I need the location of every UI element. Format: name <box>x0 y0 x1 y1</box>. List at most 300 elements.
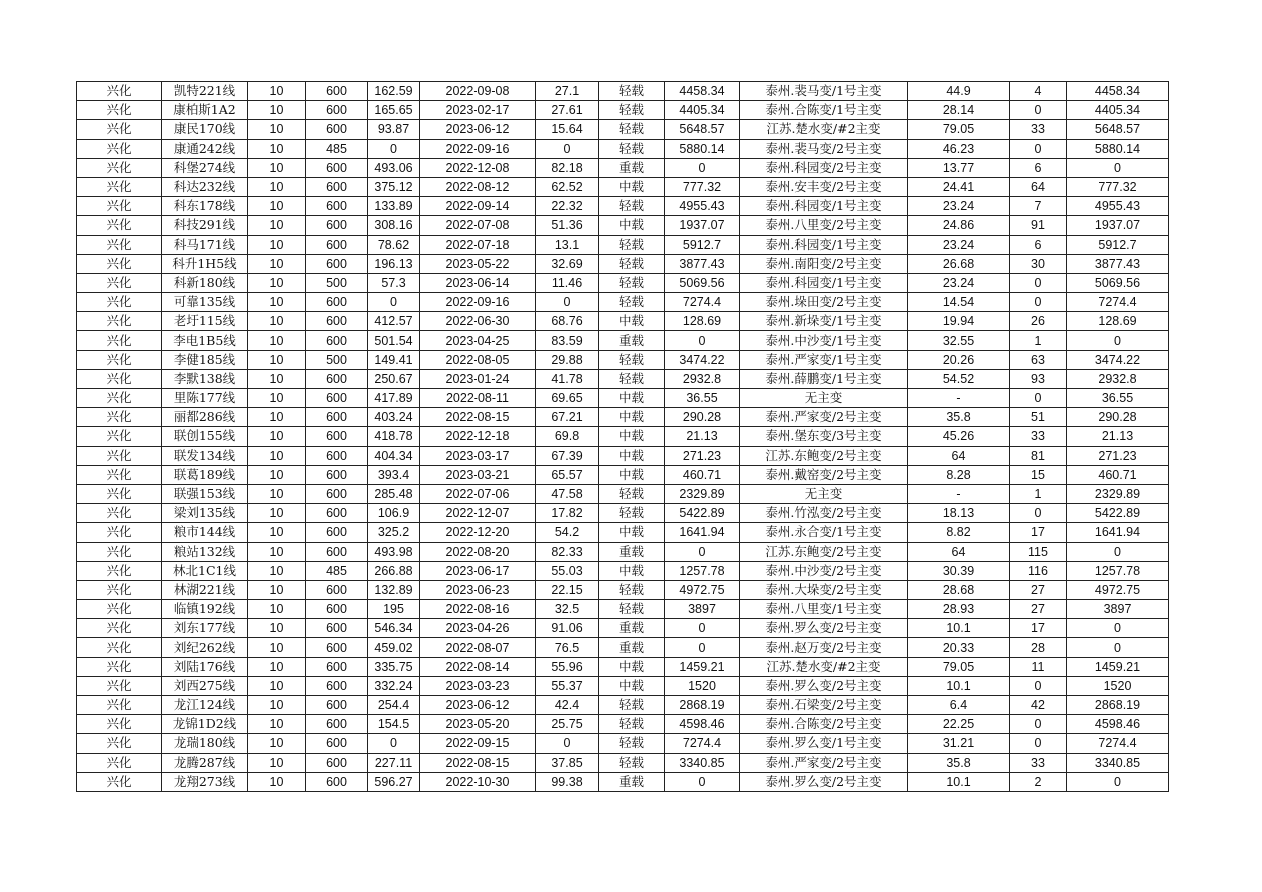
transformer-cell: 江苏.东鲍变/2号主变 <box>740 542 908 561</box>
count-cell: 0 <box>1010 734 1067 753</box>
load-status-cell: 中载 <box>599 446 665 465</box>
voltage-cell: 10 <box>248 734 306 753</box>
capacity-cell: 600 <box>306 734 368 753</box>
voltage-cell: 10 <box>248 446 306 465</box>
date-cell: 2022-08-16 <box>420 600 536 619</box>
capacity-cell: 600 <box>306 408 368 427</box>
capacity-cell: 500 <box>306 273 368 292</box>
margin-cell: 0 <box>665 158 740 177</box>
capacity-cell: 600 <box>306 235 368 254</box>
count-cell: 0 <box>1010 715 1067 734</box>
voltage-cell: 10 <box>248 772 306 791</box>
transformer-cell: 无主变 <box>740 484 908 503</box>
count-cell: 115 <box>1010 542 1067 561</box>
date-cell: 2023-01-24 <box>420 369 536 388</box>
load-status-cell: 中载 <box>599 312 665 331</box>
voltage-cell: 10 <box>248 273 306 292</box>
table-row <box>77 657 1169 676</box>
transformer-cell: 泰州.科园变/1号主变 <box>740 273 908 292</box>
load-status-cell: 重载 <box>599 158 665 177</box>
load-status-cell: 轻载 <box>599 254 665 273</box>
available-capacity-cell: 4598.46 <box>1067 715 1169 734</box>
table-row <box>77 389 1169 408</box>
voltage-cell: 10 <box>248 465 306 484</box>
transformer-load-rate-cell: 79.05 <box>908 657 1010 676</box>
count-cell: 0 <box>1010 293 1067 312</box>
load-rate-cell: 82.18 <box>536 158 599 177</box>
date-cell: 2022-07-18 <box>420 235 536 254</box>
margin-cell: 4598.46 <box>665 715 740 734</box>
available-capacity-cell: 7274.4 <box>1067 734 1169 753</box>
count-cell: 26 <box>1010 312 1067 331</box>
region-cell: 兴化 <box>77 657 162 676</box>
capacity-cell: 600 <box>306 254 368 273</box>
load-status-cell: 轻载 <box>599 715 665 734</box>
capacity-cell: 600 <box>306 753 368 772</box>
region-cell: 兴化 <box>77 177 162 196</box>
date-cell: 2022-08-07 <box>420 638 536 657</box>
transformer-load-rate-cell: 23.24 <box>908 235 1010 254</box>
line-name-cell: 科新180线 <box>162 273 248 292</box>
region-cell: 兴化 <box>77 600 162 619</box>
capacity-cell: 600 <box>306 331 368 350</box>
margin-cell: 3897 <box>665 600 740 619</box>
data-table <box>76 81 1169 792</box>
count-cell: 1 <box>1010 484 1067 503</box>
table-row <box>77 177 1169 196</box>
count-cell: 0 <box>1010 504 1067 523</box>
capacity-cell: 600 <box>306 465 368 484</box>
margin-cell: 0 <box>665 619 740 638</box>
table-row <box>77 273 1169 292</box>
voltage-cell: 10 <box>248 254 306 273</box>
line-name-cell: 刘纪262线 <box>162 638 248 657</box>
table-row <box>77 446 1169 465</box>
available-capacity-cell: 777.32 <box>1067 177 1169 196</box>
voltage-cell: 10 <box>248 696 306 715</box>
load-rate-cell: 55.37 <box>536 676 599 695</box>
margin-cell: 0 <box>665 772 740 791</box>
load-cell: 412.57 <box>368 312 420 331</box>
date-cell: 2022-09-15 <box>420 734 536 753</box>
region-cell: 兴化 <box>77 389 162 408</box>
line-name-cell: 丽都286线 <box>162 408 248 427</box>
transformer-cell: 泰州.八里变/1号主变 <box>740 600 908 619</box>
voltage-cell: 10 <box>248 408 306 427</box>
voltage-cell: 10 <box>248 561 306 580</box>
load-cell: 404.34 <box>368 446 420 465</box>
transformer-cell: 泰州.罗么变/2号主变 <box>740 619 908 638</box>
transformer-load-rate-cell: 19.94 <box>908 312 1010 331</box>
transformer-load-rate-cell: 46.23 <box>908 139 1010 158</box>
date-cell: 2023-06-23 <box>420 580 536 599</box>
region-cell: 兴化 <box>77 331 162 350</box>
voltage-cell: 10 <box>248 715 306 734</box>
margin-cell: 4955.43 <box>665 197 740 216</box>
count-cell: 33 <box>1010 120 1067 139</box>
table-row <box>77 331 1169 350</box>
date-cell: 2023-03-23 <box>420 676 536 695</box>
table-body <box>77 82 1169 792</box>
transformer-load-rate-cell: 23.24 <box>908 197 1010 216</box>
voltage-cell: 10 <box>248 120 306 139</box>
transformer-load-rate-cell: 35.8 <box>908 753 1010 772</box>
margin-cell: 3340.85 <box>665 753 740 772</box>
capacity-cell: 600 <box>306 120 368 139</box>
voltage-cell: 10 <box>248 312 306 331</box>
load-rate-cell: 0 <box>536 734 599 753</box>
voltage-cell: 10 <box>248 619 306 638</box>
margin-cell: 7274.4 <box>665 734 740 753</box>
count-cell: 91 <box>1010 216 1067 235</box>
load-rate-cell: 25.75 <box>536 715 599 734</box>
voltage-cell: 10 <box>248 139 306 158</box>
table-row <box>77 676 1169 695</box>
available-capacity-cell: 0 <box>1067 638 1169 657</box>
table-row <box>77 484 1169 503</box>
transformer-cell: 泰州.罗么变/2号主变 <box>740 676 908 695</box>
transformer-cell: 江苏.楚水变/#2主变 <box>740 120 908 139</box>
count-cell: 0 <box>1010 273 1067 292</box>
margin-cell: 271.23 <box>665 446 740 465</box>
count-cell: 11 <box>1010 657 1067 676</box>
line-name-cell: 康通242线 <box>162 139 248 158</box>
available-capacity-cell: 5912.7 <box>1067 235 1169 254</box>
load-status-cell: 轻载 <box>599 734 665 753</box>
load-status-cell: 重载 <box>599 542 665 561</box>
date-cell: 2023-04-25 <box>420 331 536 350</box>
region-cell: 兴化 <box>77 580 162 599</box>
date-cell: 2022-06-30 <box>420 312 536 331</box>
margin-cell: 0 <box>665 638 740 657</box>
margin-cell: 1641.94 <box>665 523 740 542</box>
available-capacity-cell: 3340.85 <box>1067 753 1169 772</box>
margin-cell: 777.32 <box>665 177 740 196</box>
transformer-cell: 泰州.严家变/2号主变 <box>740 408 908 427</box>
region-cell: 兴化 <box>77 139 162 158</box>
capacity-cell: 600 <box>306 427 368 446</box>
region-cell: 兴化 <box>77 446 162 465</box>
capacity-cell: 485 <box>306 139 368 158</box>
load-rate-cell: 54.2 <box>536 523 599 542</box>
margin-cell: 3474.22 <box>665 350 740 369</box>
spreadsheet-page <box>76 81 1169 792</box>
transformer-load-rate-cell: 24.86 <box>908 216 1010 235</box>
transformer-cell: 泰州.竹泓变/2号主变 <box>740 504 908 523</box>
region-cell: 兴化 <box>77 197 162 216</box>
table-row <box>77 312 1169 331</box>
load-rate-cell: 67.39 <box>536 446 599 465</box>
available-capacity-cell: 2329.89 <box>1067 484 1169 503</box>
load-cell: 459.02 <box>368 638 420 657</box>
line-name-cell: 联创155线 <box>162 427 248 446</box>
load-cell: 308.16 <box>368 216 420 235</box>
region-cell: 兴化 <box>77 293 162 312</box>
table-row <box>77 120 1169 139</box>
date-cell: 2022-08-12 <box>420 177 536 196</box>
region-cell: 兴化 <box>77 715 162 734</box>
load-status-cell: 重载 <box>599 619 665 638</box>
margin-cell: 0 <box>665 542 740 561</box>
load-rate-cell: 83.59 <box>536 331 599 350</box>
transformer-load-rate-cell: 28.14 <box>908 101 1010 120</box>
line-name-cell: 刘东177线 <box>162 619 248 638</box>
load-status-cell: 中载 <box>599 427 665 446</box>
load-rate-cell: 65.57 <box>536 465 599 484</box>
load-cell: 162.59 <box>368 82 420 101</box>
date-cell: 2023-03-17 <box>420 446 536 465</box>
available-capacity-cell: 36.55 <box>1067 389 1169 408</box>
capacity-cell: 600 <box>306 657 368 676</box>
date-cell: 2023-06-12 <box>420 120 536 139</box>
load-cell: 195 <box>368 600 420 619</box>
voltage-cell: 10 <box>248 197 306 216</box>
transformer-cell: 泰州.合陈变/2号主变 <box>740 715 908 734</box>
margin-cell: 4405.34 <box>665 101 740 120</box>
load-cell: 546.34 <box>368 619 420 638</box>
date-cell: 2022-12-08 <box>420 158 536 177</box>
transformer-cell: 泰州.八里变/2号主变 <box>740 216 908 235</box>
table-row <box>77 408 1169 427</box>
load-cell: 393.4 <box>368 465 420 484</box>
line-name-cell: 科达232线 <box>162 177 248 196</box>
available-capacity-cell: 4972.75 <box>1067 580 1169 599</box>
available-capacity-cell: 1937.07 <box>1067 216 1169 235</box>
transformer-load-rate-cell: 31.21 <box>908 734 1010 753</box>
margin-cell: 3877.43 <box>665 254 740 273</box>
load-rate-cell: 11.46 <box>536 273 599 292</box>
date-cell: 2022-07-08 <box>420 216 536 235</box>
capacity-cell: 600 <box>306 484 368 503</box>
count-cell: 0 <box>1010 676 1067 695</box>
region-cell: 兴化 <box>77 772 162 791</box>
load-status-cell: 中载 <box>599 216 665 235</box>
transformer-cell: 泰州.裴马变/2号主变 <box>740 139 908 158</box>
load-status-cell: 轻载 <box>599 753 665 772</box>
transformer-load-rate-cell: 32.55 <box>908 331 1010 350</box>
capacity-cell: 600 <box>306 216 368 235</box>
table-row <box>77 734 1169 753</box>
transformer-cell: 泰州.罗么变/2号主变 <box>740 772 908 791</box>
available-capacity-cell: 460.71 <box>1067 465 1169 484</box>
load-rate-cell: 27.61 <box>536 101 599 120</box>
capacity-cell: 600 <box>306 82 368 101</box>
capacity-cell: 600 <box>306 676 368 695</box>
load-rate-cell: 55.03 <box>536 561 599 580</box>
count-cell: 81 <box>1010 446 1067 465</box>
line-name-cell: 龙瑞180线 <box>162 734 248 753</box>
region-cell: 兴化 <box>77 312 162 331</box>
margin-cell: 1459.21 <box>665 657 740 676</box>
available-capacity-cell: 4955.43 <box>1067 197 1169 216</box>
load-cell: 332.24 <box>368 676 420 695</box>
capacity-cell: 600 <box>306 504 368 523</box>
transformer-load-rate-cell: 30.39 <box>908 561 1010 580</box>
margin-cell: 7274.4 <box>665 293 740 312</box>
load-cell: 325.2 <box>368 523 420 542</box>
transformer-cell: 泰州.安丰变/2号主变 <box>740 177 908 196</box>
region-cell: 兴化 <box>77 427 162 446</box>
margin-cell: 5648.57 <box>665 120 740 139</box>
region-cell: 兴化 <box>77 216 162 235</box>
load-status-cell: 轻载 <box>599 293 665 312</box>
region-cell: 兴化 <box>77 369 162 388</box>
available-capacity-cell: 1257.78 <box>1067 561 1169 580</box>
line-name-cell: 龙腾287线 <box>162 753 248 772</box>
load-cell: 403.24 <box>368 408 420 427</box>
region-cell: 兴化 <box>77 734 162 753</box>
available-capacity-cell: 5880.14 <box>1067 139 1169 158</box>
load-status-cell: 轻载 <box>599 139 665 158</box>
transformer-cell: 泰州.科园变/1号主变 <box>740 197 908 216</box>
transformer-load-rate-cell: 14.54 <box>908 293 1010 312</box>
count-cell: 116 <box>1010 561 1067 580</box>
available-capacity-cell: 1459.21 <box>1067 657 1169 676</box>
load-status-cell: 轻载 <box>599 82 665 101</box>
available-capacity-cell: 5648.57 <box>1067 120 1169 139</box>
region-cell: 兴化 <box>77 254 162 273</box>
load-status-cell: 中载 <box>599 389 665 408</box>
capacity-cell: 600 <box>306 580 368 599</box>
transformer-cell: 泰州.罗么变/1号主变 <box>740 734 908 753</box>
available-capacity-cell: 128.69 <box>1067 312 1169 331</box>
region-cell: 兴化 <box>77 619 162 638</box>
transformer-cell: 泰州.石梁变/2号主变 <box>740 696 908 715</box>
table-row <box>77 369 1169 388</box>
line-name-cell: 康民170线 <box>162 120 248 139</box>
load-status-cell: 轻载 <box>599 197 665 216</box>
line-name-cell: 联强153线 <box>162 484 248 503</box>
load-cell: 106.9 <box>368 504 420 523</box>
region-cell: 兴化 <box>77 484 162 503</box>
transformer-cell: 无主变 <box>740 389 908 408</box>
load-rate-cell: 22.15 <box>536 580 599 599</box>
table-row <box>77 715 1169 734</box>
transformer-load-rate-cell: 20.33 <box>908 638 1010 657</box>
voltage-cell: 10 <box>248 293 306 312</box>
load-rate-cell: 15.64 <box>536 120 599 139</box>
load-status-cell: 中载 <box>599 657 665 676</box>
table-row <box>77 561 1169 580</box>
load-status-cell: 中载 <box>599 676 665 695</box>
available-capacity-cell: 290.28 <box>1067 408 1169 427</box>
transformer-load-rate-cell: 10.1 <box>908 676 1010 695</box>
transformer-load-rate-cell: - <box>908 389 1010 408</box>
transformer-cell: 泰州.戴窑变/2号主变 <box>740 465 908 484</box>
region-cell: 兴化 <box>77 82 162 101</box>
line-name-cell: 李健185线 <box>162 350 248 369</box>
count-cell: 6 <box>1010 158 1067 177</box>
load-status-cell: 重载 <box>599 772 665 791</box>
transformer-load-rate-cell: 64 <box>908 542 1010 561</box>
load-rate-cell: 32.69 <box>536 254 599 273</box>
transformer-load-rate-cell: 8.28 <box>908 465 1010 484</box>
line-name-cell: 可靠135线 <box>162 293 248 312</box>
date-cell: 2023-02-17 <box>420 101 536 120</box>
line-name-cell: 联葛189线 <box>162 465 248 484</box>
margin-cell: 2868.19 <box>665 696 740 715</box>
transformer-cell: 泰州.中沙变/1号主变 <box>740 331 908 350</box>
transformer-load-rate-cell: 54.52 <box>908 369 1010 388</box>
margin-cell: 5912.7 <box>665 235 740 254</box>
table-row <box>77 197 1169 216</box>
transformer-cell: 泰州.赵万变/2号主变 <box>740 638 908 657</box>
load-rate-cell: 37.85 <box>536 753 599 772</box>
load-cell: 285.48 <box>368 484 420 503</box>
load-status-cell: 重载 <box>599 331 665 350</box>
transformer-cell: 泰州.科园变/2号主变 <box>740 158 908 177</box>
margin-cell: 0 <box>665 331 740 350</box>
margin-cell: 4972.75 <box>665 580 740 599</box>
load-cell: 418.78 <box>368 427 420 446</box>
transformer-load-rate-cell: 23.24 <box>908 273 1010 292</box>
capacity-cell: 485 <box>306 561 368 580</box>
load-status-cell: 轻载 <box>599 369 665 388</box>
load-cell: 250.67 <box>368 369 420 388</box>
margin-cell: 460.71 <box>665 465 740 484</box>
table-row <box>77 293 1169 312</box>
load-cell: 93.87 <box>368 120 420 139</box>
count-cell: 27 <box>1010 600 1067 619</box>
date-cell: 2022-12-07 <box>420 504 536 523</box>
table-row <box>77 139 1169 158</box>
load-rate-cell: 91.06 <box>536 619 599 638</box>
margin-cell: 36.55 <box>665 389 740 408</box>
load-rate-cell: 29.88 <box>536 350 599 369</box>
line-name-cell: 林北1C1线 <box>162 561 248 580</box>
date-cell: 2023-06-12 <box>420 696 536 715</box>
load-cell: 254.4 <box>368 696 420 715</box>
load-rate-cell: 27.1 <box>536 82 599 101</box>
region-cell: 兴化 <box>77 523 162 542</box>
transformer-cell: 泰州.新垛变/1号主变 <box>740 312 908 331</box>
line-name-cell: 凯特221线 <box>162 82 248 101</box>
date-cell: 2023-03-21 <box>420 465 536 484</box>
load-cell: 132.89 <box>368 580 420 599</box>
load-status-cell: 轻载 <box>599 120 665 139</box>
available-capacity-cell: 4458.34 <box>1067 82 1169 101</box>
margin-cell: 1257.78 <box>665 561 740 580</box>
transformer-load-rate-cell: 22.25 <box>908 715 1010 734</box>
available-capacity-cell: 3897 <box>1067 600 1169 619</box>
margin-cell: 5422.89 <box>665 504 740 523</box>
count-cell: 64 <box>1010 177 1067 196</box>
load-rate-cell: 67.21 <box>536 408 599 427</box>
capacity-cell: 500 <box>306 350 368 369</box>
table-row <box>77 619 1169 638</box>
load-cell: 78.62 <box>368 235 420 254</box>
line-name-cell: 科升1H5线 <box>162 254 248 273</box>
count-cell: 0 <box>1010 389 1067 408</box>
table-row <box>77 600 1169 619</box>
load-status-cell: 中载 <box>599 465 665 484</box>
load-cell: 154.5 <box>368 715 420 734</box>
load-rate-cell: 51.36 <box>536 216 599 235</box>
load-rate-cell: 41.78 <box>536 369 599 388</box>
table-row <box>77 753 1169 772</box>
load-status-cell: 轻载 <box>599 101 665 120</box>
date-cell: 2023-05-20 <box>420 715 536 734</box>
load-rate-cell: 13.1 <box>536 235 599 254</box>
transformer-cell: 江苏.东鲍变/2号主变 <box>740 446 908 465</box>
margin-cell: 1937.07 <box>665 216 740 235</box>
available-capacity-cell: 1520 <box>1067 676 1169 695</box>
transformer-load-rate-cell: 64 <box>908 446 1010 465</box>
region-cell: 兴化 <box>77 408 162 427</box>
date-cell: 2022-12-20 <box>420 523 536 542</box>
capacity-cell: 600 <box>306 600 368 619</box>
load-status-cell: 轻载 <box>599 484 665 503</box>
